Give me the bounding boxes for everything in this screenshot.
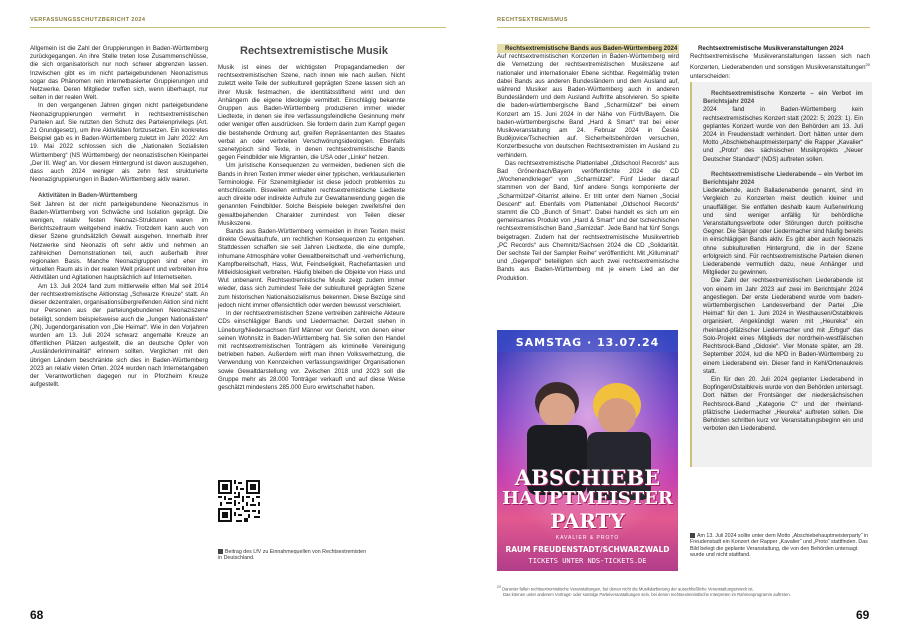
poster-venue: RAUM FREUDENSTADT/SCHWARZWALD	[505, 545, 670, 554]
paragraph: Am 13. Juli 2024 fand zum mittlerweile elften Mal seit 2014 der rechtsextremistische Aktionstag „Schwarze Kreuze“ statt. An dieser dezentralen, organisationsübergreifenden Aktion sind nicht nur Personen aus der parteiungebundenen Neonaziszene beteiligt, sondern beispielsweise auch die „Jungen Nationalisten“ (JN), Jugendorganisation von „Die Heimat“. Wie in den Vorjahren wurden am 13. Juli 2024 schwarz angemalte Kreuze an öffentlichen Plätzen aufgestellt, die an deutsche Opfer von „Ausländerkriminalität“ erinnern sollten. Verglichen mit den übrigen Ländern beschränkte sich dies in Baden-Württemberg 2023 an relativ vielen Orten. 2024 wurden nach Internetangaben der Verantwortlichen dagegen nur in Pforzheim Kreuze aufgestellt.	[30, 282, 208, 389]
header-rule-right	[497, 27, 870, 28]
paragraph: Um juristische Konsequenzen zu vermeiden, bedienen sich die Bands in ihren Texten immer wieder einer typischen, verklausulierten Terminologie. Für Szenemitglieder ist diese jedoch problemlos zu entschlüsseln. Bisweilen enthalten rechtsextremistische Liedtexte auch direkte oder indirekte Aufrufe zur Gewaltanwendung gegen die genannten Feindbilder. Solche Beispiele belegen zweifelsfrei den gewaltbejahenden Charakter zumindest von Teilen dieser Musikszene.	[218, 162, 405, 227]
column-3	[497, 45, 679, 283]
column-1	[30, 45, 208, 389]
running-header-right: RECHTSEXTREMISMUS	[497, 17, 568, 23]
concert-poster-image	[497, 330, 678, 571]
paragraph: Rechtsextremistische Musikveranstaltungen lassen sich nach Konzerten, Liederabenden und sonstigen Musikveranstaltungen$^{20}$ unterscheiden:	[690, 53, 870, 80]
page-number-left: 68	[30, 608, 44, 622]
caption-marker-icon	[690, 533, 695, 538]
paragraph: Ein für den 20. Juli 2024 geplanter Liederabend in Bopfingen/Ostalbkreis wurde von den Behörden untersagt. Dort hätten der Frontsänger der niedersächsischen Rechtsrock-Band „Kategorie C“ und der rheinland-pfälzische Liedermacher „Heureka“ auftreten sollen. Die Behörden schritten kurz vor Veranstaltungsbeginn ein und verboten den Liederabend.	[703, 375, 863, 433]
paragraph: Auf rechtsextremistischen Konzerten in Baden-Württemberg wird die Vernetzung der rechtsextremistischen Musikszene auf nationaler und internationaler Ebene sichtbar. Regelmäßig treten dabei Bands aus anderen Bundesländern und dem Ausland auf, während Musiker aus Baden-Württemberg auch in anderen Bundesländern und dem Ausland Auftritte absolvieren. So spielte die baden-württembergische Band „Scharmützel“ bei einem Konzert am 15. Juni 2024 in der Nähe von Fürth/Bayern. Die baden-württembergische Band „Hard & Smart“ trat bei einer Musikveranstaltung am 24. Februar 2024 in České Budějovice/Tschechien auf. Sicherheitsbehörden versuchen, Konzertbesuche von deutschen Rechtsextremisten im Ausland zu verhindern.	[497, 53, 679, 159]
paragraph: Die Zahl der rechtsextremistischen Liederabende ist von einem im Jahr 2023 auf zwei im Berichtsjahr 2024 angestiegen. Der erste Liederabend wurde vom baden-württembergischen Landesverband der Partei „Die Heimat“ für den 1. Juni 2024 in Westhausen/Ostalbkreis organisiert. Angekündigt waren mit „Heureka“ ein rheinland-pfälzischer Liedermacher und mit „Erbgut“ das Solo-Projekt eines Mitglieds der nordrhein-westfälischen Rechtsrock-Band „Oidoxie“. Vier Monate später, am 28. September 2024, lud die NPD in Baden-Württemberg zu einem Liederabend ein. Dieser fand in Kehl/Ortenaukreis statt.	[703, 277, 863, 375]
page-number-right: 69	[856, 608, 870, 622]
column-2	[218, 45, 405, 392]
paragraph: Seit Jahren ist der nicht parteigebundene Neonazismus in Baden-Württemberg von Schwäche und Isolation geprägt. Die wenigen, relativ festen Neonazi-Strukturen waren im Berichtszeitraum weitgehend inaktiv. Trotzdem kann auch von dieser Szene grundsätzlich Gewalt ausgehen. Innerhalb ihrer Netzwerke sind Neonazis oft sehr aktiv und nehmen an zahlreichen Demonstrationen teil, auch außerhalb ihrer regionalen Basis. Manche Neonazigruppen sind eher im virtuellen Raum als in der realen Welt präsent und verbreiten ihre Aktivitäten und Agitationen hauptsächlich auf Internetseiten.	[30, 200, 208, 282]
poster-title-line1: ABSCHIEBE	[514, 465, 661, 490]
paragraph: Bands aus Baden-Württemberg vermeiden in ihren Texten meist direkte Gewaltaufrufe, um rechtlichen Konsequenzen zu entgehen. Stattdessen schaffen sie seit Jahren Liedtexte, die eine dumpfe, inhumane Atmosphäre voller Gewaltbereitschaft und -verherrlichung, Kampfbereitschaft, Hass, Wut, Feindseligkeit, Rachefantasien und Mitleidslosigkeit verbreiten. Häufig bleiben die Objekte von Hass und Wut unbenannt. Rechtsextremistische Musik zeigt zudem immer wieder, dass sich zumindest Teile der subkulturell geprägten Szene zum historischen Nationalsozialismus bekennen. Diese Bezüge sind jedoch nicht immer offensichtlich oder werden bewusst verschleiert.	[218, 228, 405, 309]
qr-code-icon[interactable]	[218, 480, 260, 522]
box-heading-concerts: Rechtsextremistische Konzerte – ein Verbot im Berichtsjahr 2024	[703, 90, 863, 106]
header-rule-left	[30, 27, 446, 28]
poster-performers: KAVALIER & PROTO	[555, 535, 620, 541]
footnote: $^{20}$ Darunter fallen rechtsextremistische Veranstaltungen, bei denen nicht die Musikdarbietung der ausschließliche Veranstaltungszweck ist. Das können unter anderem Vortrags- oder sonstige Parteiveranstaltungen sein, bei denen rechtsextremistische Interpreten im Rahmenprogramm auftreten.	[497, 585, 791, 597]
paragraph: Musik ist eines der wichtigsten Propagandamedien der rechtsextremistischen Szene, nach innen wie nach außen. Nicht zuletzt weite Teile der subkulturell geprägten Szene lassen sich an ihrer Musik festmachen, die identitätsstiftend wirkt und den Anhängern die eigene Ideologie vermittelt. Einschlägig bekannte Gruppen aus Baden-Württemberg produzieren immer wieder Liedtexte, in denen sie ihre verfassungsfeindliche Gesinnung mehr oder weniger offen ausdrücken. Sie fordern darin zum Kampf gegen die bestehende Ordnung auf, greifen Repräsentanten des Staates verbal an oder verbreiten Verschwörungsideologien. Ebenfalls szenetypisch sind Texte, in denen rechtsextremistische Bands gegen Feindbilder wie Migranten, die USA oder „Linke“ hetzen.	[218, 64, 405, 162]
section-title-events: Rechtsextremistische Musikveranstaltungen 2024	[698, 45, 844, 52]
poster-date: SAMSTAG · 13.07.24	[515, 336, 660, 349]
paragraph: In der rechtsextremistischen Szene vertreiben zahlreiche Akteure CDs einschlägiger Bands und Liedermacher. Derzeit stehen in Lüneburg/Niedersachsen fünf Männer vor Gericht, von denen einer seinen Wohnsitz in Baden-Württemberg hat. Sie sollen den Handel mit rechtsextremistischen Tonträgern als kriminelle Vereinigung betrieben haben. Außerdem wirft man ihnen Volksverhetzung, die Verwendung von Kennzeichen verfassungswidriger Organisationen sowie Gewaltdarstellung vor. Zwischen 2018 und 2023 soll die Gruppe mehr als 28.000 Tonträger verkauft und auf diese Weise geschätzt mindestens 285.000 Euro erwirtschaftet haben.	[218, 310, 405, 391]
paragraph: Das rechtsextremistische Plattenlabel „Oldschool Records“ aus Bad Grönenbach/Bayern veröffentlichte 2024 die CD „Wochenendkrieger“ von „Scharmützel“. Fünf Lieder darauf stammen von der Band, fünf andere Songs komponierte der „Scharmützel“-Gitarrist alleine. Er tritt unter dem Namen „Social Descent“ auf. Ebenfalls vom Plattenlabel „Oldschool Records“ stammt die CD „Bunch of Smart“. Dabei handelt es sich um ein gemeinsames Produkt von „Hard & Smart“ und der tschechischen rechtsextremistischen Band „Samizdat“. Jede Band hat fünf Songs beigetragen. Zudem hat der rechtsextremistische Musikvertrieb „PC Records“ aus Chemnitz/Sachsen 2024 die CD „Solidarität. Der sechste Teil der Sampler Reihe“ veröffentlicht. Mit „Killuminati“ und „Gegenpol“ beteiligten sich auch zwei rechtsextremistische Bands aus Baden-Württemberg mit je einem Lied an der Produktion.	[497, 159, 679, 282]
running-header-left: VERFASSUNGSSCHUTZBERICHT 2024	[30, 17, 146, 23]
paragraph: Liederabende, auch Balladenabende genannt, sind im Vergleich zu Konzerten meist deutlich kleiner und unauffälliger. Sie entfalten deshalb kaum Außenwirkung und sind weniger anfällig für behördliche Veranstaltungsverbote oder Störungen durch politische Gegner. Die Sänger oder Liedermacher sind häufig bereits in einschlägigen Bands aktiv. Es gibt aber auch Neonazis ohne subkulturellen Hintergrund, die in der Szene erfolgreich sind. Für rechtsextremistische Parteien dienen Liederabende vermutlich dazu, neue Anhänger und Mitglieder zu gewinnen.	[703, 187, 863, 277]
caption-marker-icon	[218, 549, 223, 554]
poster-tickets: TICKETS UNTER NDS-TICKETS.DE	[528, 557, 647, 565]
image-caption: Am 13. Juli 2024 sollte unter dem Motto „Abschiebehauptmeisterparty“ in Freudenstadt ein Konzert der Rapper „Kavalier“ und „Proto“ stattfinden. Das Bild belegt die geplante Veranstaltung, die von den Behörden untersagt wurde und nicht stattfand.	[690, 533, 869, 559]
qr-caption: Beitrag des LfV zu Einnahmequellen von Rechtsextremisten in Deutschland.	[218, 549, 367, 562]
poster-title-line3: PARTY	[550, 509, 625, 533]
section-title-bands: Rechtsextremistische Bands aus Baden-Württemberg 2024	[505, 45, 678, 52]
paragraph: Allgemein ist die Zahl der Gruppierungen in Baden-Württemberg zurückgegangen. An ihre Stelle treten lose Zusammenschlüsse, die sich organisatorisch nur noch schwer abgrenzen lassen. Inzwischen gibt es im nicht parteigebundenen Neonazismus sogar das Phänomen rein internetbasierter Gruppierungen und Netzwerke. Deren Mitglieder treffen sich, wenn überhaupt, nur selten in der realen Welt.	[30, 45, 208, 102]
section-title-music: Rechtsextremistische Musik	[240, 45, 388, 57]
paragraph: 2024 fand in Baden-Württemberg kein rechtsextremistisches Konzert statt (2022: 5; 2023: 1). Ein geplantes Konzert wurde von den Behörden am 13. Juli 2024 in Freudenstadt verhindert. Dort hätten unter dem Motto „Abschiebehauptmeisterparty“ die Rapper „Kavalier“ und „Proto“ des sächsischen Musikprojekts „Neuer Deutscher Standard“ (NDS) auftreten sollen.	[703, 106, 863, 163]
box-heading-liederabende: Rechtsextremistische Liederabende – ein Verbot im Berichtsjahr 2024	[703, 170, 863, 187]
column-4	[690, 45, 870, 81]
poster-title-line2: HAUPTMEISTER	[502, 488, 673, 509]
paragraph: In den vergangenen Jahren gingen nicht parteigebundene Neonazigruppierungen vermehrt in rechtsextremistischen Parteien auf. Sie nutzten den Schutz des Parteienprivilegs (Art. 21 Grundgesetz), um ihre Aktivitäten fortzusetzen. Ein konkretes Beispiel gab es in Baden-Württemberg zuletzt im Jahr 2022: Am 19. Mai 2022 schlossen sich die „Nationalen Sozialisten Württemberg“ (NS Württemberg) der neonazistischen Kleinpartei „Der III. Weg“ an. Vor diesem Hintergrund ist davon auszugehen, dass auch 2024 weniger als zehn fest strukturierte Neonazigruppierungen in Baden-Württemberg aktiv waren.	[30, 102, 208, 184]
subheading-activities: Aktivitäten in Baden-Württemberg	[38, 192, 138, 200]
info-box	[690, 82, 872, 467]
